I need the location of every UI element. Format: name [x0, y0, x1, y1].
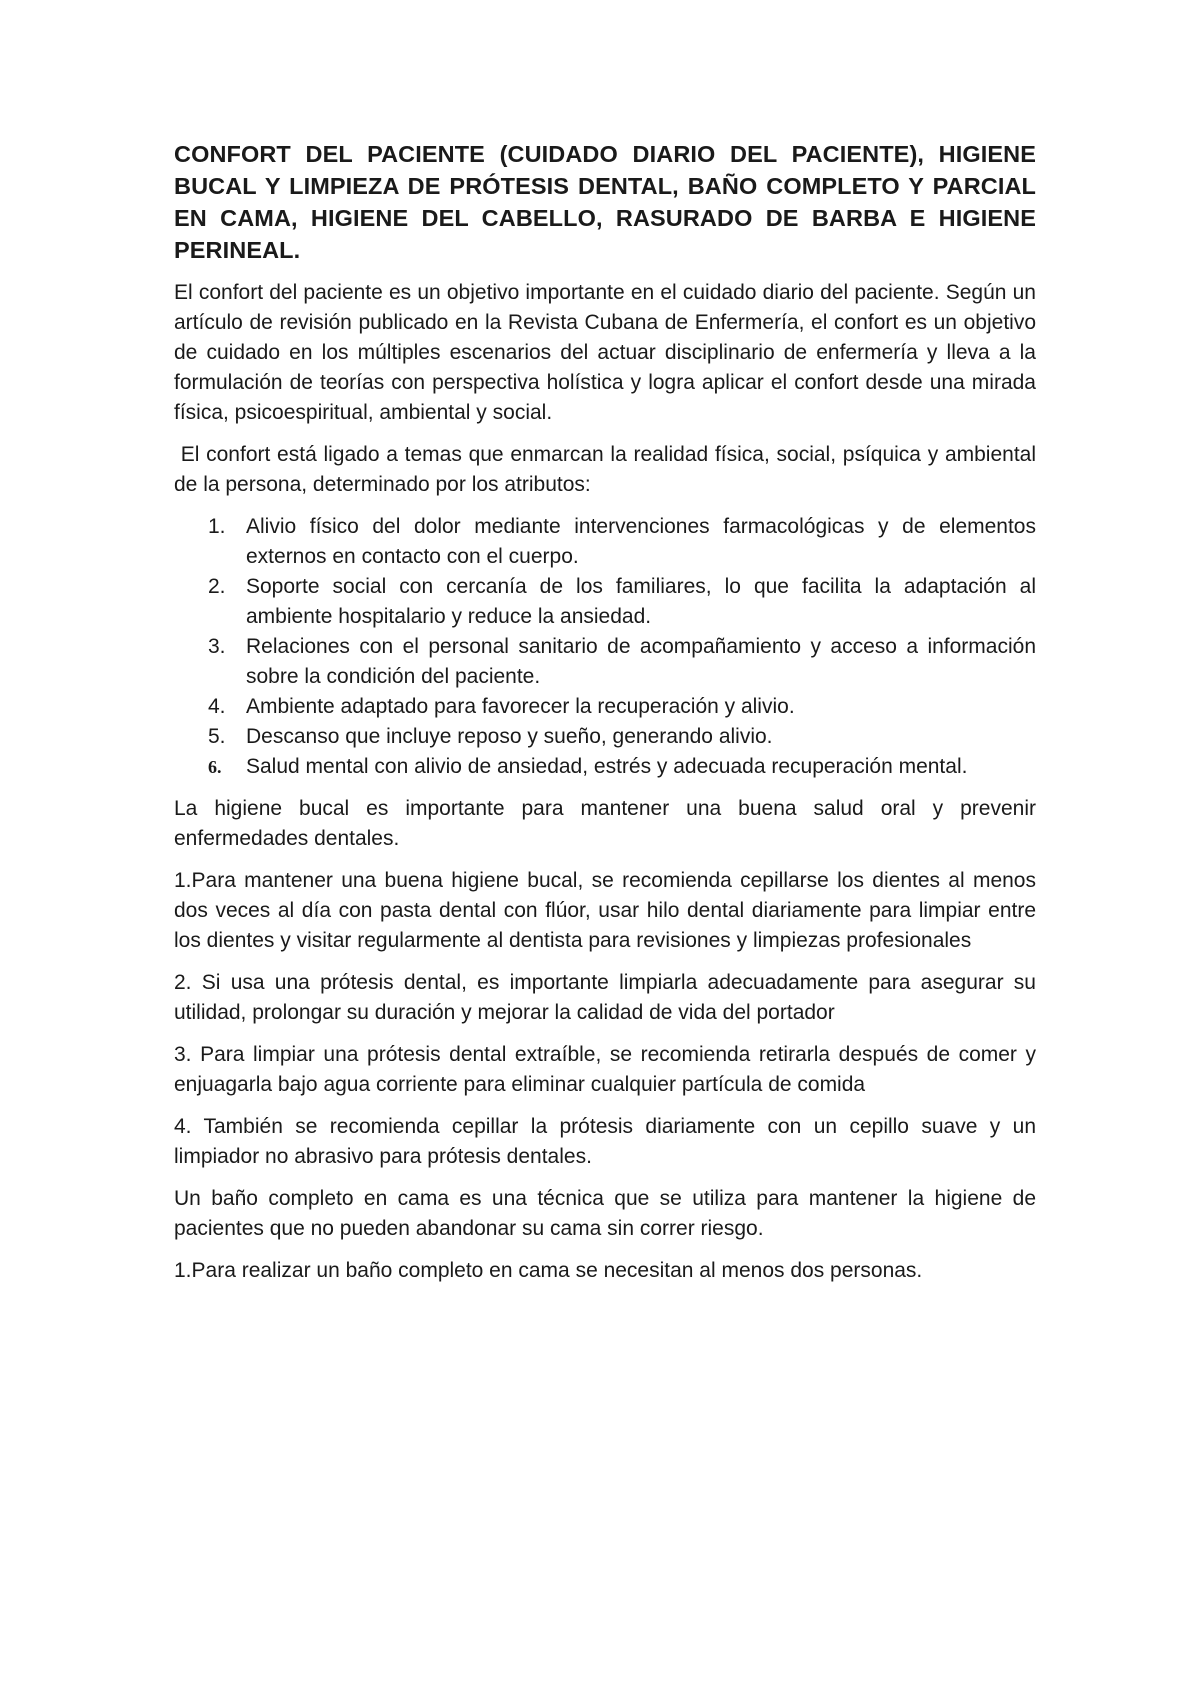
list-item — [174, 722, 1036, 752]
list-item-number: 5. — [208, 725, 226, 748]
list-item-text: Salud mental con alivio de ansiedad, estrés y adecuada recuperación mental. — [246, 755, 968, 778]
list-item-number: 3. — [208, 635, 226, 658]
oral-step: 4. También se recomienda cepillar la prótesis diariamente con un cepillo suave y un limpiador no abrasivo para prótesis dentales. — [174, 1115, 1036, 1168]
oral-hygiene-intro: La higiene bucal es importante para mantener una buena salud oral y prevenir enfermedades dentales. — [174, 797, 1036, 850]
bed-bath-intro: Un baño completo en cama es una técnica que se utiliza para mantener la higiene de pacientes que no pueden abandonar su cama sin correr riesgo. — [174, 1187, 1036, 1240]
bed-bath-step: 1.Para realizar un baño completo en cama se necesitan al menos dos personas. — [174, 1259, 923, 1282]
list-item-text: Alivio físico del dolor mediante intervenciones farmacológicas y de elementos externos en contacto con el cuerpo. — [246, 515, 1036, 568]
list-item — [174, 572, 1036, 632]
list-item — [174, 752, 1036, 782]
list-item — [174, 512, 1036, 572]
list-item-number: 2. — [208, 575, 226, 598]
list-item-text: Descanso que incluye reposo y sueño, generando alivio. — [246, 725, 773, 748]
attributes-intro: El confort está ligado a temas que enmarcan la realidad física, social, psíquica y ambiental de la persona, determinado por los atributos: — [174, 443, 1042, 496]
oral-step: 3. Para limpiar una prótesis dental extraíble, se recomienda retirarla después de comer y enjuagarla bajo agua corriente para eliminar cualquier partícula de comida — [174, 1043, 1036, 1096]
oral-step: 2. Si usa una prótesis dental, es importante limpiarla adecuadamente para asegurar su utilidad, prolongar su duración y mejorar la calidad de vida del portador — [174, 971, 1036, 1024]
list-item-number: 4. — [208, 695, 226, 718]
list-item-number: 1. — [208, 515, 226, 538]
attributes-list — [174, 512, 1036, 782]
list-item-text: Relaciones con el personal sanitario de acompañamiento y acceso a información sobre la condición del paciente. — [246, 635, 1036, 688]
list-item — [174, 632, 1036, 692]
list-item-text: Ambiente adaptado para favorecer la recuperación y alivio. — [246, 695, 795, 718]
list-item — [174, 692, 1036, 722]
document-title: CONFORT DEL PACIENTE (CUIDADO DIARIO DEL PACIENTE), HIGIENE BUCAL Y LIMPIEZA DE PRÓTESIS DENTAL, BAÑO COMPLETO Y PARCIAL EN CAMA, HIGIENE DEL CABELLO, RASURADO DE BARBA E HIGIENE PERINEAL. — [174, 141, 1036, 263]
oral-step: 1.Para mantener una buena higiene bucal, se recomienda cepillarse los dientes al menos dos veces al día con pasta dental con flúor, usar hilo dental diariamente para limpiar entre los dientes y visitar regularmente al dentista para revisiones y limpiezas profesionales — [174, 869, 1036, 952]
list-item-text: Soporte social con cercanía de los familiares, lo que facilita la adaptación al ambiente hospitalario y reduce la ansiedad. — [246, 575, 1036, 628]
document-page — [174, 138, 1042, 1298]
intro-paragraph: El confort del paciente es un objetivo importante en el cuidado diario del paciente. Según un artículo de revisión publicado en la Revista Cubana de Enfermería, el confort es un objetivo de cuidado en los múltiples escenarios del actuar disciplinario de enfermería y lleva a la formulación de teorías con perspectiva holística y logra aplicar el confort desde una mirada física, psicoespiritual, ambiental y social. — [174, 281, 1036, 424]
list-item-number: 6. — [208, 757, 222, 777]
